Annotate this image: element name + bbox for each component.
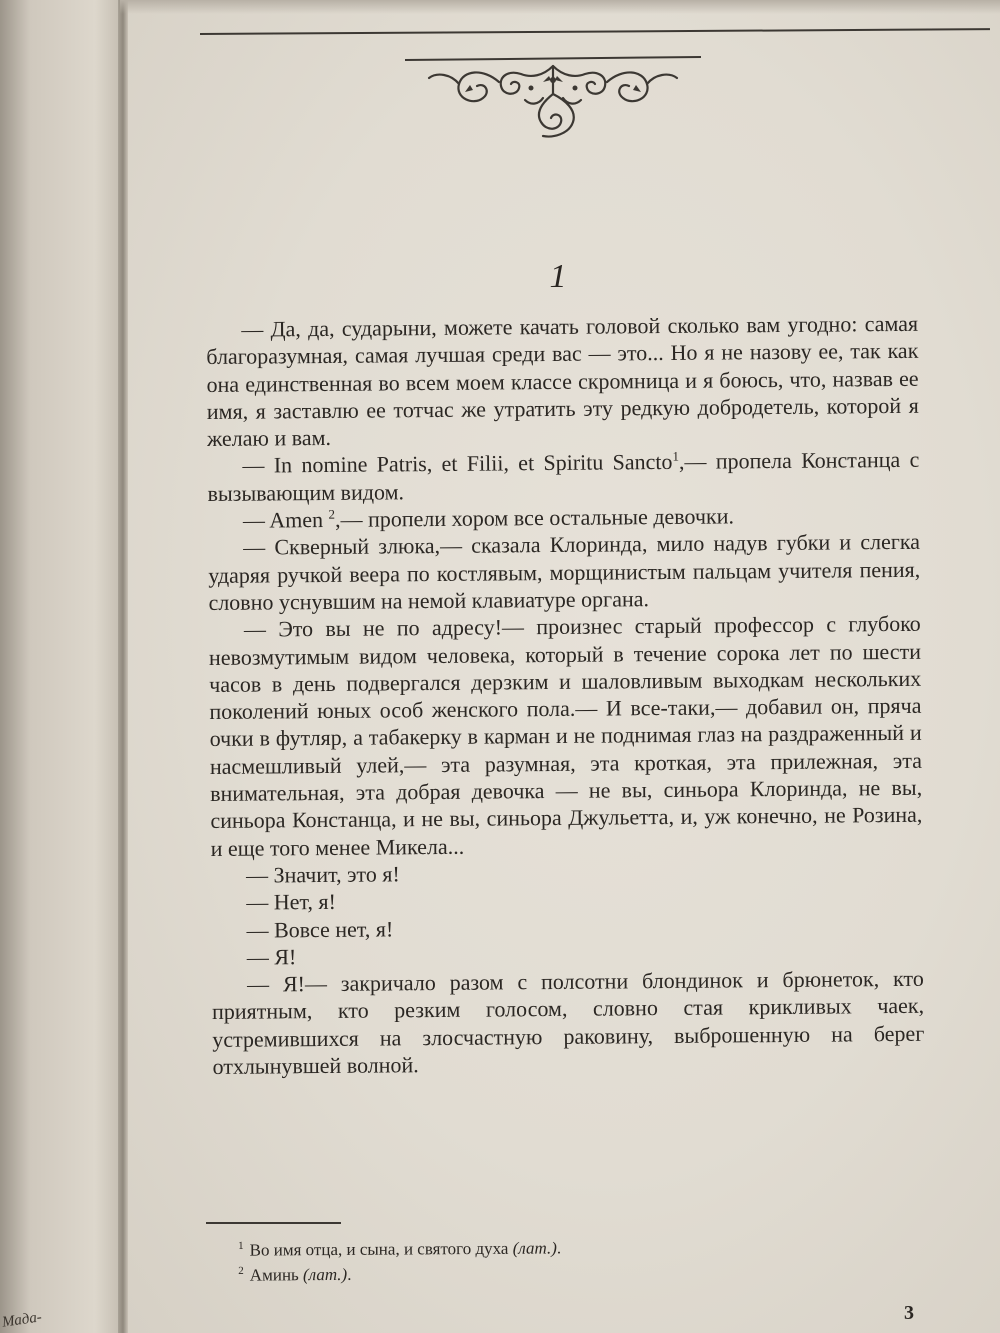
paragraph-text: — Нет, я! — [246, 889, 336, 915]
ornament-flourish-icon — [403, 54, 703, 144]
page-top-shadow — [120, 0, 1000, 14]
chapter-body — [206, 310, 925, 1080]
paragraph — [212, 965, 925, 1080]
footnote-end: . — [347, 1264, 352, 1284]
footnote-number: 1 — [238, 1239, 244, 1252]
footnote-language: (лат.) — [512, 1238, 557, 1258]
footnote-text: Во имя отца, и сына, и святого духа — [249, 1238, 513, 1260]
left-page-edge — [0, 0, 122, 1333]
paragraph — [209, 610, 923, 862]
footnote-rule — [206, 1222, 341, 1224]
paragraph — [206, 310, 919, 453]
paragraph-text: — In nomine Patris, et Filii, et Spiritu Sancto — [242, 449, 673, 479]
header-rule — [200, 28, 990, 35]
footnote-reference: 2 — [328, 506, 336, 522]
footnote — [238, 1256, 838, 1285]
footnote-number: 2 — [238, 1264, 244, 1277]
paragraph-text: — Вовсе нет, я! — [246, 915, 394, 943]
paragraph-text: — Да, да, сударыни, можете качать головой сколько вам угодно: самая благоразумная, самая лучшая среди вас — это... Но я не назову ее, так как она единственная во всем моем классе скромница и я боюсь, что, назвав ее имя, я заставлю ее тотчас же утратить эту редкую добродетель, которой я желаю и вам. — [206, 310, 919, 452]
page-number: 3 — [904, 1302, 914, 1324]
paragraph — [207, 446, 919, 507]
footnote-end: . — [556, 1238, 562, 1258]
paragraph-text: — Значит, это я! — [245, 861, 400, 888]
book-page — [128, 0, 1000, 1333]
footnote-reference: 1 — [672, 449, 680, 465]
left-page-edge-text: Мада- — [1, 1309, 43, 1331]
footnotes — [238, 1232, 838, 1286]
footnote-text: Аминь — [249, 1264, 304, 1285]
paragraph-text: — Amen — [242, 507, 329, 533]
paragraph-text: — Это вы не по адресу!— произнес старый профессор с глубоко невозмутимым видом человека, который в течение сорока лет по шести часов в день подвергался дерзким и шаловливым выходкам нескольких поколений юных особ женского пола.— И все-таки,— добавил он, пряча очки в футляр, а табакерку в карман и не поднимая глаз на раздраженный и насмешливый улей,— эта разумная, эта кроткая, эта прилежная, эта внимательная, эта добрая девочка — не вы, синьора Клоринда, не вы, синьора Констанца, и не вы, синьора Джульетта, и, уж конечно, не Розина, и еще того менее Микела... — [208, 611, 923, 861]
book-gutter — [118, 0, 128, 1333]
paragraph — [208, 528, 921, 616]
paragraph-text: ,— пропела Констанца с вызывающим видом. — [207, 447, 920, 506]
chapter-number: 1 — [549, 258, 567, 295]
paragraph-text: — Я!— закричало разом с полсотни блондинок и брюнеток, кто приятным, кто резким голосом, словно стая крикливых чаек, устремившихся на злосчастную раковину, выброшенную на берег отхлынувшей волной. — [211, 965, 925, 1079]
paragraph-text: ,— пропели хором все остальные девочки. — [334, 503, 735, 532]
paragraph-text: — Скверный злюка,— сказала Клоринда, мило надув губки и слегка ударяя ручкой веера по костлявым, морщинистым пальцам учителя пения, словно уснувшим на немой клавиатуре органа. — [208, 529, 921, 615]
footnote-language: (лат.) — [302, 1264, 348, 1284]
paragraph-text: — Я! — [246, 944, 297, 970]
